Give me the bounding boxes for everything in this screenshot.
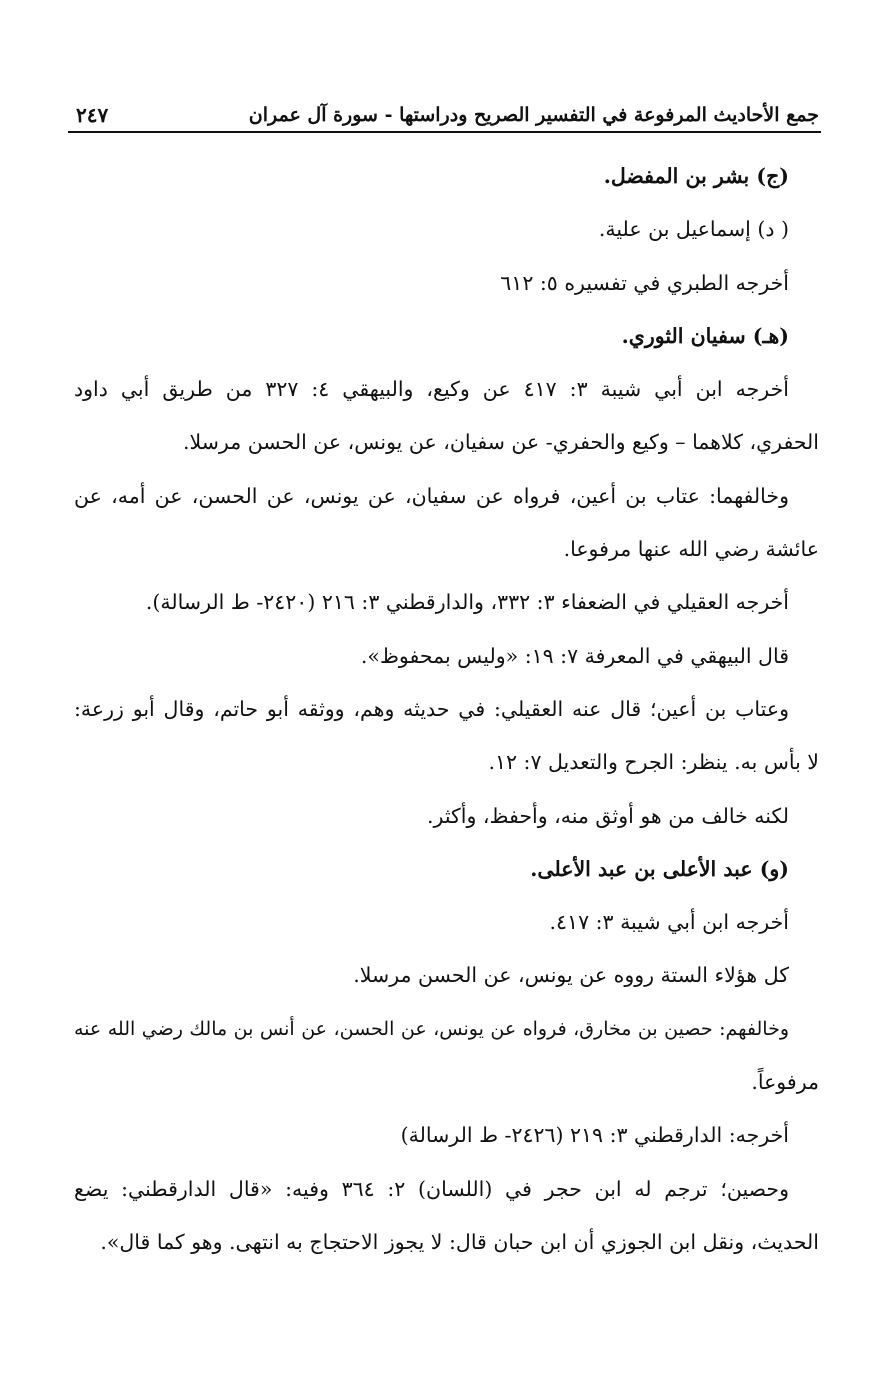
text-line: كل هؤلاء الستة رووه عن يونس، عن الحسن مرسلا. [353,963,789,988]
text-line: لا بأس به. ينظر: الجرح والتعديل ٧: ١٢. [488,750,819,775]
text-line: مرفوعاً. [751,1070,819,1095]
text-line: الحفري، كلاهما – وكيع والحفري- عن سفيان، عن يونس، عن الحسن مرسلا. [182,430,819,455]
header-rule [68,131,821,133]
text-line: عائشة رضي الله عنها مرفوعا. [563,537,819,562]
text-line: لكنه خالف من هو أوثق منه، وأحفظ، وأكثر. [427,803,789,828]
text-line: أخرجه العقيلي في الضعفاء ٣: ٣٣٢، والدارقطني ٣: ٢١٦ (٢٤٢٠- ط الرسالة). [145,590,789,615]
text-line: وخالفهما: عتاب بن أعين، فرواه عن سفيان، عن يونس، عن الحسن، عن أمه، عن [74,483,789,508]
text-line: (هـ) سفيان الثوري. [621,323,789,348]
text-line: (و) عبد الأعلى بن عبد الأعلى. [530,856,789,881]
running-header [68,100,819,134]
text-line: أخرجه ابن أبي شيبة ٣: ٤١٧. [549,910,789,935]
text-line: أخرجه ابن أبي شيبة ٣: ٤١٧ عن وكيع، والبيهقي ٤: ٣٢٧ من طريق أبي داود [74,377,789,402]
page-number: ٢٤٧ [76,103,109,127]
running-header-title: جمع الأحاديث المرفوعة في التفسير الصريح ودراستها - سورة آل عمران [248,104,819,126]
text-line: أخرجه: الدارقطني ٣: ٢١٩ (٢٤٢٦- ط الرسالة) [400,1123,789,1148]
body-text [74,150,819,1269]
text-line: (ج) بشر بن المفضل. [603,164,789,188]
text-line: وحصين؛ ترجم له ابن حجر في (اللسان) ٢: ٣٦٤ وفيه: «قال الدارقطني: يضع [74,1176,789,1201]
text-line: قال البيهقي في المعرفة ٧: ١٩: «وليس بمحفوظ». [360,643,789,668]
text-line: الحديث، ونقل ابن الجوزي أن ابن حبان قال: لا يجوز الاحتجاج به انتهى. وهو كما قال». [100,1229,819,1254]
text-line: أخرجه الطبري في تفسيره ٥: ٦١٢ [500,270,789,295]
text-line: وخالفهم: حصين بن مخارق، فرواه عن يونس، عن الحسن، عن أنس بن مالك رضي الله عنه [74,1017,789,1040]
text-line: وعتاب بن أعين؛ قال عنه العقيلي: في حديثه وهم، ووثقه أبو حاتم، وقال أبو زرعة: [74,696,789,721]
text-line: ( د) إسماعيل بن علية. [598,217,789,242]
